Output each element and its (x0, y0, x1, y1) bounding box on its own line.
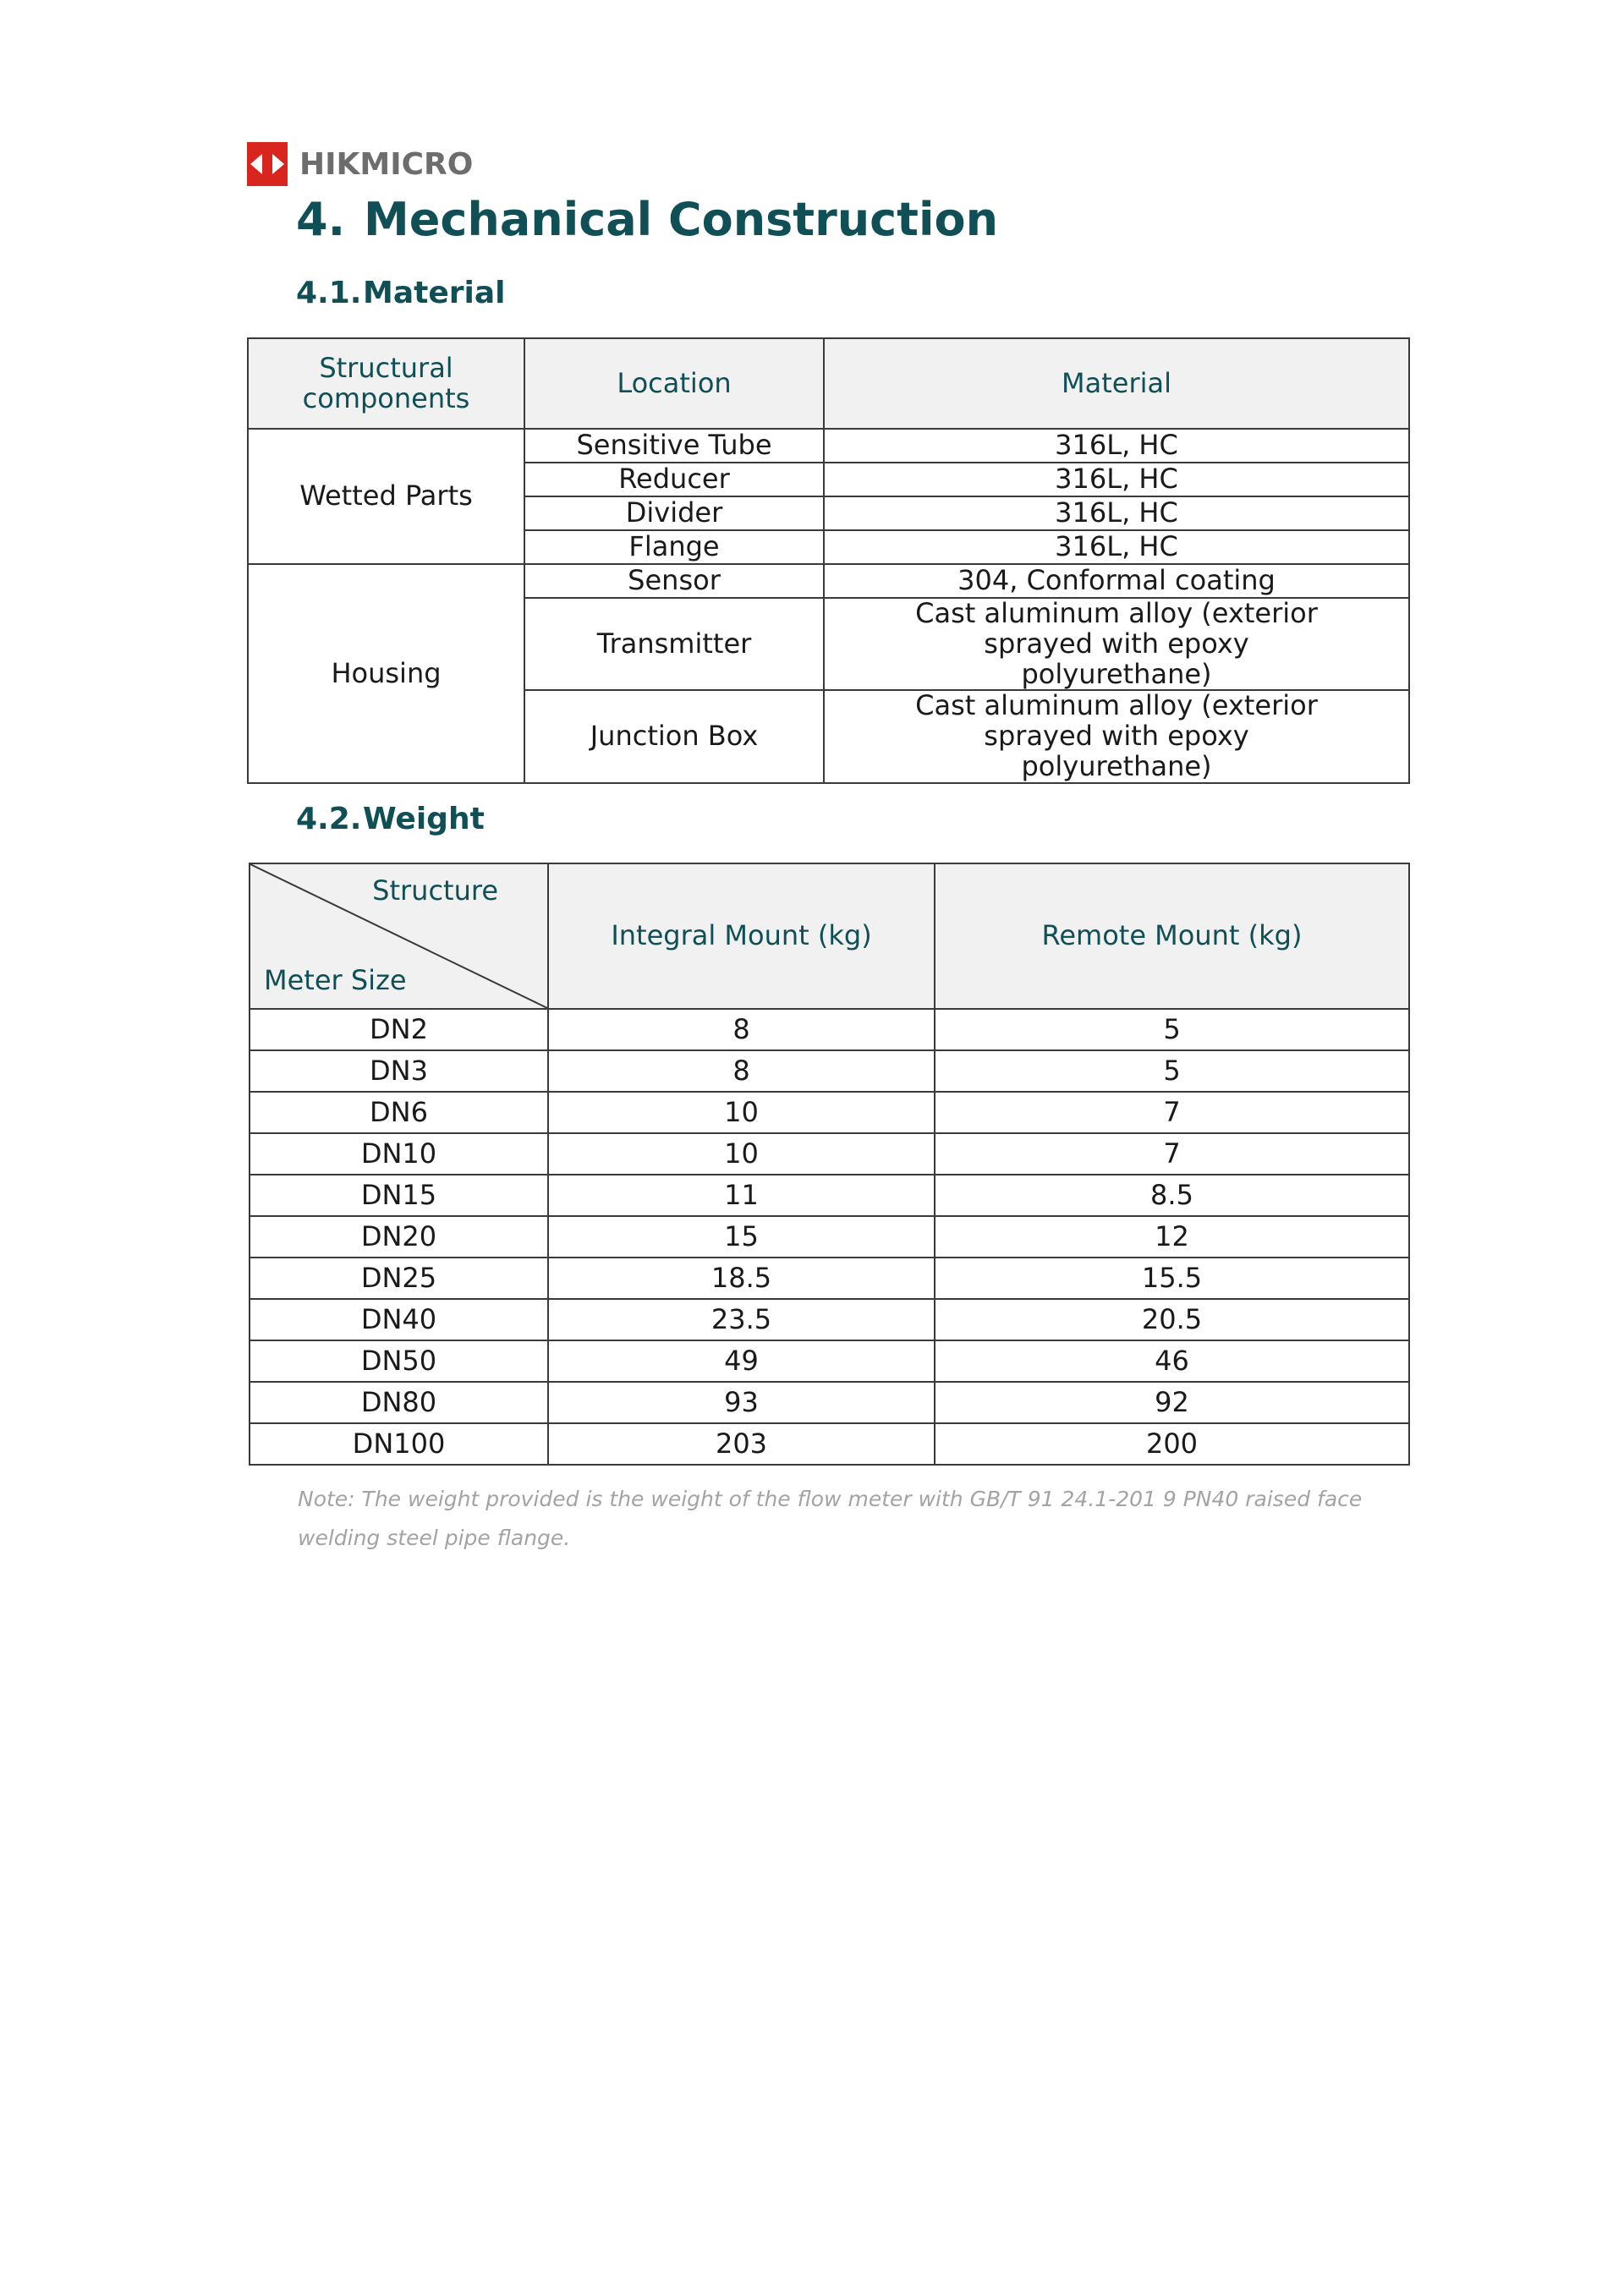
logo-text: HIKMICRO (299, 146, 474, 182)
header-remote-mount: Remote Mount (kg) (935, 863, 1409, 1009)
remote-weight-cell: 5 (935, 1009, 1409, 1050)
meter-size-cell: DN3 (250, 1050, 548, 1092)
page-title-number: 4. (296, 193, 346, 246)
location-cell: Flange (524, 530, 824, 564)
integral-weight-cell: 18.5 (548, 1258, 935, 1299)
material-cell: 304, Conformal coating (824, 564, 1409, 598)
location-cell: Sensor (524, 564, 824, 598)
integral-weight-cell: 10 (548, 1092, 935, 1133)
integral-weight-cell: 93 (548, 1382, 935, 1423)
table-row (248, 564, 1409, 598)
remote-weight-cell: 12 (935, 1216, 1409, 1258)
location-cell: Transmitter (524, 598, 824, 690)
meter-size-cell: DN20 (250, 1216, 548, 1258)
table-row (250, 1258, 1409, 1299)
table-row (250, 1009, 1409, 1050)
material-heading-text: Material (363, 276, 506, 310)
material-cell: 316L, HC (824, 530, 1409, 564)
table-row (248, 429, 1409, 463)
location-cell: Divider (524, 496, 824, 530)
page-title (296, 193, 998, 246)
material-cell: 316L, HC (824, 463, 1409, 496)
integral-weight-cell: 8 (548, 1050, 935, 1092)
weight-table-header (250, 863, 1409, 1009)
meter-size-cell: DN100 (250, 1423, 548, 1465)
material-heading-number: 4.1. (296, 276, 362, 310)
location-cell: Sensitive Tube (524, 429, 824, 463)
remote-weight-cell: 46 (935, 1340, 1409, 1382)
table-row (250, 1216, 1409, 1258)
material-cell: 316L, HC (824, 496, 1409, 530)
material-cell: Cast aluminum alloy (exterior sprayed with epoxy polyurethane) (824, 690, 1409, 782)
material-cell: 316L, HC (824, 429, 1409, 463)
remote-weight-cell: 5 (935, 1050, 1409, 1092)
integral-weight-cell: 23.5 (548, 1299, 935, 1340)
remote-weight-cell: 7 (935, 1133, 1409, 1175)
hikmicro-logo-icon (247, 142, 288, 186)
corner-label-meter-size: Meter Size (264, 964, 407, 997)
header-structural-components: Structural components (248, 338, 524, 429)
header-location: Location (524, 338, 824, 429)
meter-size-cell: DN50 (250, 1340, 548, 1382)
header-integral-mount: Integral Mount (kg) (548, 863, 935, 1009)
header-material: Material (824, 338, 1409, 429)
remote-weight-cell: 7 (935, 1092, 1409, 1133)
integral-weight-cell: 10 (548, 1133, 935, 1175)
component-cell: Housing (248, 564, 524, 783)
page-title-text: Mechanical Construction (364, 193, 999, 246)
weight-table (249, 863, 1410, 1466)
meter-size-cell: DN10 (250, 1133, 548, 1175)
component-cell: Wetted Parts (248, 429, 524, 564)
integral-weight-cell: 8 (548, 1009, 935, 1050)
table-row (250, 1382, 1409, 1423)
diagonal-corner-header (250, 863, 548, 1009)
integral-weight-cell: 49 (548, 1340, 935, 1382)
meter-size-cell: DN15 (250, 1175, 548, 1216)
integral-weight-cell: 203 (548, 1423, 935, 1465)
remote-weight-cell: 15.5 (935, 1258, 1409, 1299)
weight-heading (296, 802, 485, 836)
integral-weight-cell: 15 (548, 1216, 935, 1258)
weight-heading-text: Weight (363, 802, 485, 836)
table-row (250, 1050, 1409, 1092)
material-table-header (248, 338, 1409, 429)
material-table (247, 337, 1410, 784)
weight-note: Note: The weight provided is the weight of the flow meter with GB/T 91 24.1-201 9 PN40 raised face welding steel pipe flange. (298, 1487, 1363, 1550)
remote-weight-cell: 20.5 (935, 1299, 1409, 1340)
meter-size-cell: DN40 (250, 1299, 548, 1340)
meter-size-cell: DN80 (250, 1382, 548, 1423)
material-heading (296, 276, 505, 310)
table-row (250, 1423, 1409, 1465)
corner-label-structure: Structure (372, 874, 498, 907)
remote-weight-cell: 8.5 (935, 1175, 1409, 1216)
table-row (250, 1092, 1409, 1133)
remote-weight-cell: 92 (935, 1382, 1409, 1423)
brand-logo (247, 140, 473, 188)
integral-weight-cell: 11 (548, 1175, 935, 1216)
remote-weight-cell: 200 (935, 1423, 1409, 1465)
location-cell: Junction Box (524, 690, 824, 782)
meter-size-cell: DN6 (250, 1092, 548, 1133)
table-row (250, 1133, 1409, 1175)
meter-size-cell: DN25 (250, 1258, 548, 1299)
meter-size-cell: DN2 (250, 1009, 548, 1050)
weight-heading-number: 4.2. (296, 802, 362, 836)
material-cell: Cast aluminum alloy (exterior sprayed with epoxy polyurethane) (824, 598, 1409, 690)
location-cell: Reducer (524, 463, 824, 496)
table-row (250, 1175, 1409, 1216)
table-row (250, 1299, 1409, 1340)
table-row (250, 1340, 1409, 1382)
